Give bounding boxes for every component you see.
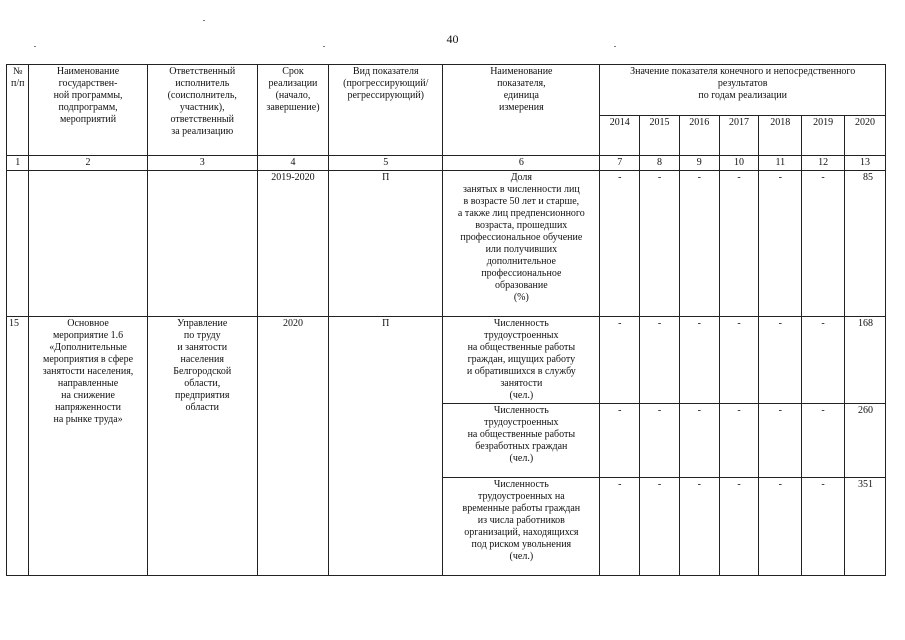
header-year: 2020 (844, 116, 885, 156)
value-2016: - (679, 404, 719, 478)
indicator-name-cell: Численность трудоустроенных на общественные работы граждан, ищущих работу и обратившихся в службу занятости (чел.) (443, 317, 600, 404)
indicator-name-cell: Численность трудоустроенных на общественные работы безработных граждан (чел.) (443, 404, 600, 478)
header-program-name: Наименование государствен- ной программы, подпрограмм, мероприятий (29, 65, 147, 156)
row-num-cell (7, 171, 29, 317)
value-2020: 260 (844, 404, 885, 478)
page-number: 40 (446, 32, 459, 46)
value-2018: - (759, 171, 802, 317)
value-2018: - (759, 404, 802, 478)
indicator-name-cell: Численность трудоустроенных на временные работы граждан из числа работников организаций, находящихся под риском увольнения (чел.) (443, 478, 600, 576)
column-number: 10 (719, 156, 759, 171)
value-2017: - (719, 171, 759, 317)
indicator-type-cell: П (329, 317, 443, 576)
row-num-cell: 15 (7, 317, 29, 576)
value-2016: - (679, 478, 719, 576)
column-number: 7 (600, 156, 640, 171)
executor-cell (147, 171, 257, 317)
value-2020: 351 (844, 478, 885, 576)
column-number: 5 (329, 156, 443, 171)
scan-speck (614, 46, 616, 47)
header-values-group: Значение показателя конечного и непосредственного результатов по годам реализации (600, 65, 886, 116)
value-2018: - (759, 317, 802, 404)
header-period: Срок реализации (начало, завершение) (257, 65, 328, 156)
scan-speck (323, 46, 325, 47)
value-2016: - (679, 171, 719, 317)
value-2017: - (719, 478, 759, 576)
header-year: 2017 (719, 116, 759, 156)
column-number: 2 (29, 156, 147, 171)
table-row (7, 171, 886, 317)
column-number: 13 (844, 156, 885, 171)
value-2014: - (600, 317, 640, 404)
table-row (7, 317, 886, 404)
header-num: № п/п (7, 65, 29, 156)
value-2016: - (679, 317, 719, 404)
value-2020: 168 (844, 317, 885, 404)
indicator-name-cell: Доля занятых в численности лиц в возрасте 50 лет и старше, а также лиц предпенсионного возраста, прошедших профессиональное обучение или получивших дополнительное профессиональное образование (%) (443, 171, 600, 317)
column-number: 12 (802, 156, 845, 171)
column-number: 1 (7, 156, 29, 171)
value-2018: - (759, 478, 802, 576)
value-2017: - (719, 404, 759, 478)
value-2017: - (719, 317, 759, 404)
value-2015: - (640, 478, 680, 576)
period-cell: 2020 (257, 317, 328, 576)
value-2014: - (600, 404, 640, 478)
value-2014: - (600, 171, 640, 317)
header-indicator-type: Вид показателя (прогрессирующий/ регрессирующий) (329, 65, 443, 156)
column-number: 9 (679, 156, 719, 171)
header-indicator-name: Наименование показателя, единица измерения (443, 65, 600, 156)
value-2015: - (640, 171, 680, 317)
value-2019: - (802, 317, 845, 404)
value-2014: - (600, 478, 640, 576)
scan-speck (34, 46, 36, 47)
scan-speck (203, 20, 205, 21)
column-number: 4 (257, 156, 328, 171)
header-year: 2016 (679, 116, 719, 156)
value-2020: 85 (844, 171, 885, 317)
header-year: 2018 (759, 116, 802, 156)
value-2015: - (640, 317, 680, 404)
column-number: 11 (759, 156, 802, 171)
program-name-cell (29, 171, 147, 317)
value-2019: - (802, 404, 845, 478)
value-2019: - (802, 478, 845, 576)
period-cell: 2019-2020 (257, 171, 328, 317)
column-number: 3 (147, 156, 257, 171)
indicators-table (6, 64, 886, 576)
header-executor: Ответственный исполнитель (соисполнитель, участник), ответственный за реализацию (147, 65, 257, 156)
value-2015: - (640, 404, 680, 478)
header-year: 2019 (802, 116, 845, 156)
header-year: 2015 (640, 116, 680, 156)
indicator-type-cell: П (329, 171, 443, 317)
executor-cell: Управление по труду и занятости населения Белгородской области, предприятия области (147, 317, 257, 576)
value-2019: - (802, 171, 845, 317)
header-year: 2014 (600, 116, 640, 156)
column-number: 8 (640, 156, 680, 171)
column-number: 6 (443, 156, 600, 171)
program-name-cell: Основное мероприятие 1.6 «Дополнительные мероприятия в сфере занятости населения, направленные на снижение напряженности на рынке труда» (29, 317, 147, 576)
